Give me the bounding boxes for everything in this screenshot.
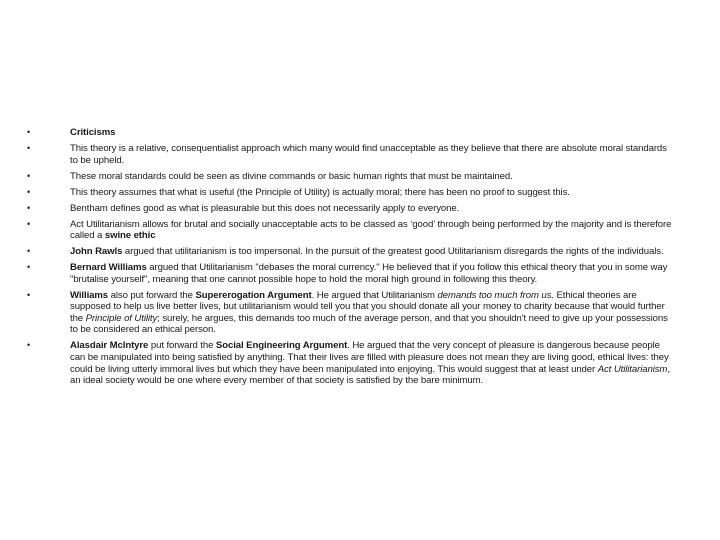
bold-text: Bernard Williams <box>70 262 147 274</box>
text: These moral standards could be seen as divine commands or basic human rights that must be maintained. <box>70 170 513 182</box>
bullet-icon: • <box>27 127 31 137</box>
bold-text: Williams <box>70 289 109 301</box>
bullet-list <box>27 127 677 391</box>
bold-text: Supererogation Argument <box>195 289 312 301</box>
section-heading <box>27 127 677 139</box>
bullet-icon: • <box>27 340 31 351</box>
bullet-icon: • <box>27 218 31 229</box>
bold-text: Criticisms <box>70 127 116 138</box>
bullet-icon: • <box>27 262 31 273</box>
list-item <box>27 143 677 166</box>
list-item <box>27 219 677 242</box>
text: . He argued that the very concept of pleasure is dangerous because people can be manipulated into being satisfied by anything. That their lives are filled with pleasure does not mean they are living good, ethical lives: they could be living utterly immoral lives but which they have been manipulated into enjoying. This would suggest that at least under <box>70 340 669 375</box>
text: put forward the <box>148 340 216 352</box>
text: , an ideal society would be one where every member of that society is satisfied by the bare minimum. <box>70 363 670 387</box>
text: This theory assumes that what is useful (the Principle of Utility) is actually moral; there has been no proof to suggest this. <box>70 186 570 198</box>
italic-text: Act Utilitarianism <box>597 363 668 375</box>
bullet-icon: • <box>27 142 31 153</box>
text: This theory is a relative, consequentialist approach which many would find unacceptable as they believe that there are absolute moral standards to be upheld. <box>70 142 667 166</box>
bold-text: John Rawls <box>70 246 123 258</box>
italic-text: demands too much from us. <box>437 289 554 301</box>
text: argued that Utilitarianism "debases the moral currency." He believed that if you follow this ethical theory that you in some way "brutalise yourself", meaning that one cannot possible hope to hold the moral high ground in following this theory. <box>70 262 668 285</box>
list-item <box>27 290 677 336</box>
text: ; surely, he argues, this demands too much of the average person, and that you shouldn't need to give up your possessions to be considered an ethical person. <box>70 312 668 336</box>
bullet-icon: • <box>27 186 31 197</box>
list-item <box>27 246 677 258</box>
text: Ethical theories are supposed to help us live better lives, but utilitarianism would tell you that you should donate all your money to charity because that would further the <box>70 289 665 324</box>
text: Act Utilitarianism allows for brutal and socially unacceptable acts to be classed as ‘good’ through being performed by the majority and is therefore called a <box>70 218 672 242</box>
list-item <box>27 203 677 215</box>
text: argued that utilitarianism is too impersonal. In the pursuit of the greatest good Utilitarianism disregards the rights of the individuals. <box>122 246 664 258</box>
bold-text: Alasdair McIntyre <box>70 340 149 352</box>
bullet-icon: • <box>27 170 31 181</box>
bold-text: swine ethic <box>104 230 156 242</box>
italic-text: Principle of Utility <box>85 312 158 324</box>
bullet-icon: • <box>27 289 31 300</box>
bullet-icon: • <box>27 202 31 213</box>
text: Bentham defines good as what is pleasurable but this does not necessarily apply to everyone. <box>70 202 460 214</box>
text: also put forward the <box>108 289 196 301</box>
list-item <box>27 262 677 285</box>
bold-text: Social Engineering Argument <box>215 340 348 352</box>
text: . He argued that Utilitarianism <box>311 289 438 301</box>
list-item <box>27 171 677 183</box>
list-item <box>27 340 677 386</box>
bullet-icon: • <box>27 246 31 257</box>
list-item <box>27 187 677 199</box>
